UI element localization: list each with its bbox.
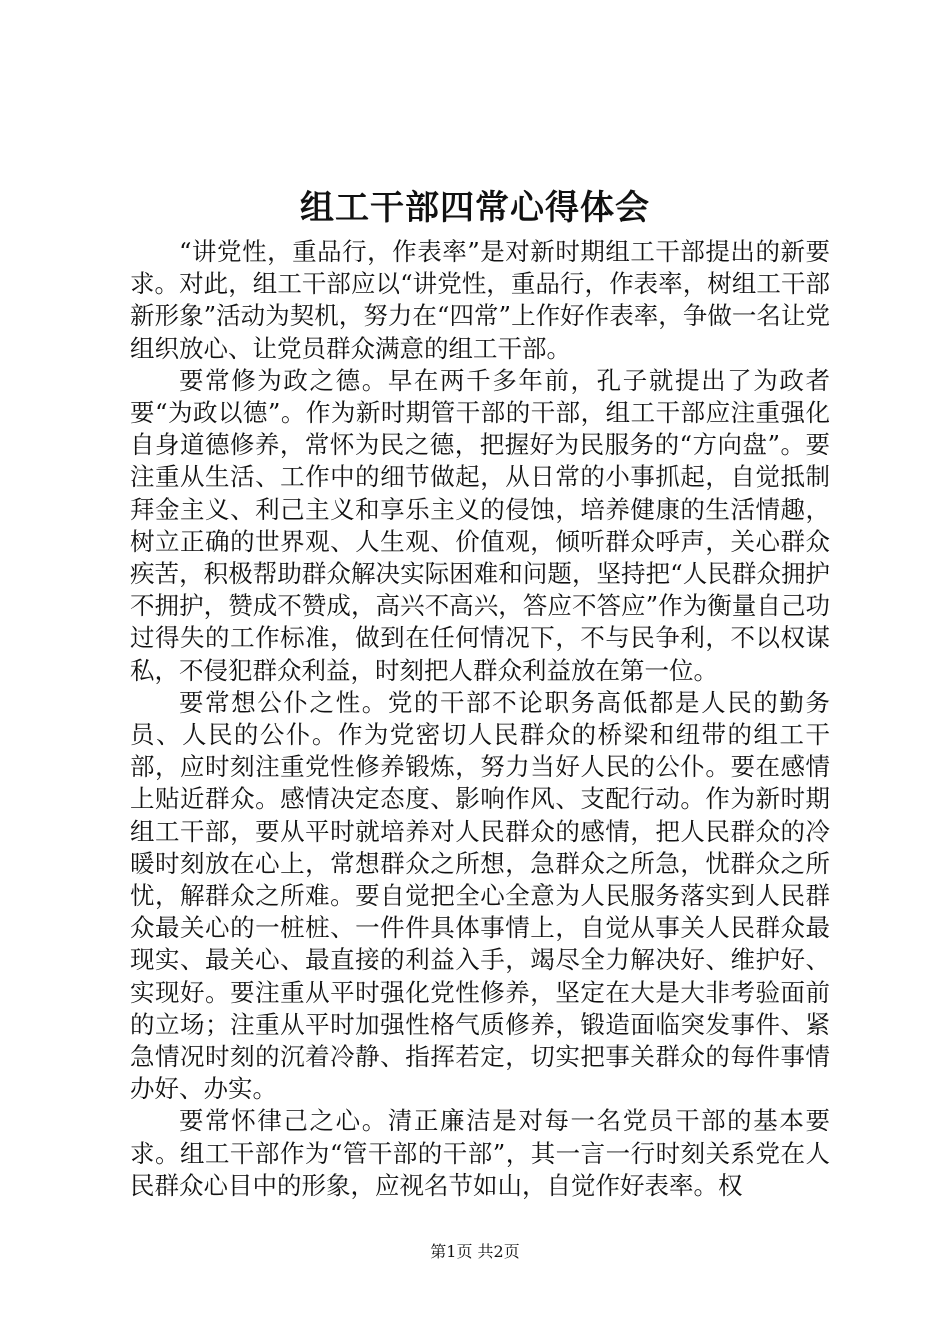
page-footer: 第1页 共2页 [430,1242,520,1261]
document-title: 组工干部四常心得体会 [300,188,650,228]
paragraph-public-servant: 要常想公仆之性。党的干部不论职务高低都是人民的勤务员、人民的公仆。作为党密切人民群众的桥梁和纽带的组工干部，应时刻注重党性修养锻炼，努力当好人民的公仆。要在感情上贴近群众。感情决定态度、影响作风、支配行动。作为新时期组工干部，要从平时就培养对人民群众的感情，把人民群众的冷暖时刻放在心上，常想群众之所想，急群众之所急，忧群众之所忧，解群众之所难。要自觉把全心全意为人民服务落实到人民群众最关心的一桩桩、一件件具体事情上，自觉从事关人民群众最现实、最关心、最直接的利益入手，竭尽全力解决好、维护好、实现好。要注重从平时强化党性修养，坚定在大是大非考验面前的立场；注重从平时加强性格气质修养，锻造面临突发事件、紧急情况时刻的沉着冷静、指挥若定，切实把事关群众的每件事情办好、办实。 [130,687,830,1104]
document-body [130,236,830,1202]
paragraph-virtue: 要常修为政之德。早在两千多年前，孔子就提出了为政者要“为政以德”。作为新时期管干部的干部，组工干部应注重强化自身道德修养，常怀为民之德，把握好为民服务的“方向盘”。要注重从生活、工作中的细节做起，从日常的小事抓起，自觉抵制拜金主义、利己主义和享乐主义的侵蚀，培养健康的生活情趣，树立正确的世界观、人生观、价值观，倾听群众呼声，关心群众疾苦，积极帮助群众解决实际困难和问题，坚持把“人民群众拥护不拥护，赞成不赞成，高兴不高兴，答应不答应”作为衡量自己功过得失的工作标准，做到在任何情况下，不与民争利，不以权谋私，不侵犯群众利益，时刻把人群众利益放在第一位。 [130,365,830,685]
paragraph-self-discipline: 要常怀律己之心。清正廉洁是对每一名党员干部的基本要求。组工干部作为“管干部的干部”，其一言一行时刻关系党在人民群众心目中的形象，应视名节如山，自觉作好表率。权 [130,1106,830,1200]
paragraph-intro: “讲党性，重品行，作表率”是对新时期组工干部提出的新要求。对此，组工干部应以“讲党性，重品行，作表率，树组工干部新形象”活动为契机，努力在“四常”上作好作表率，争做一名让党组织放心、让党员群众满意的组工干部。 [130,237,830,363]
